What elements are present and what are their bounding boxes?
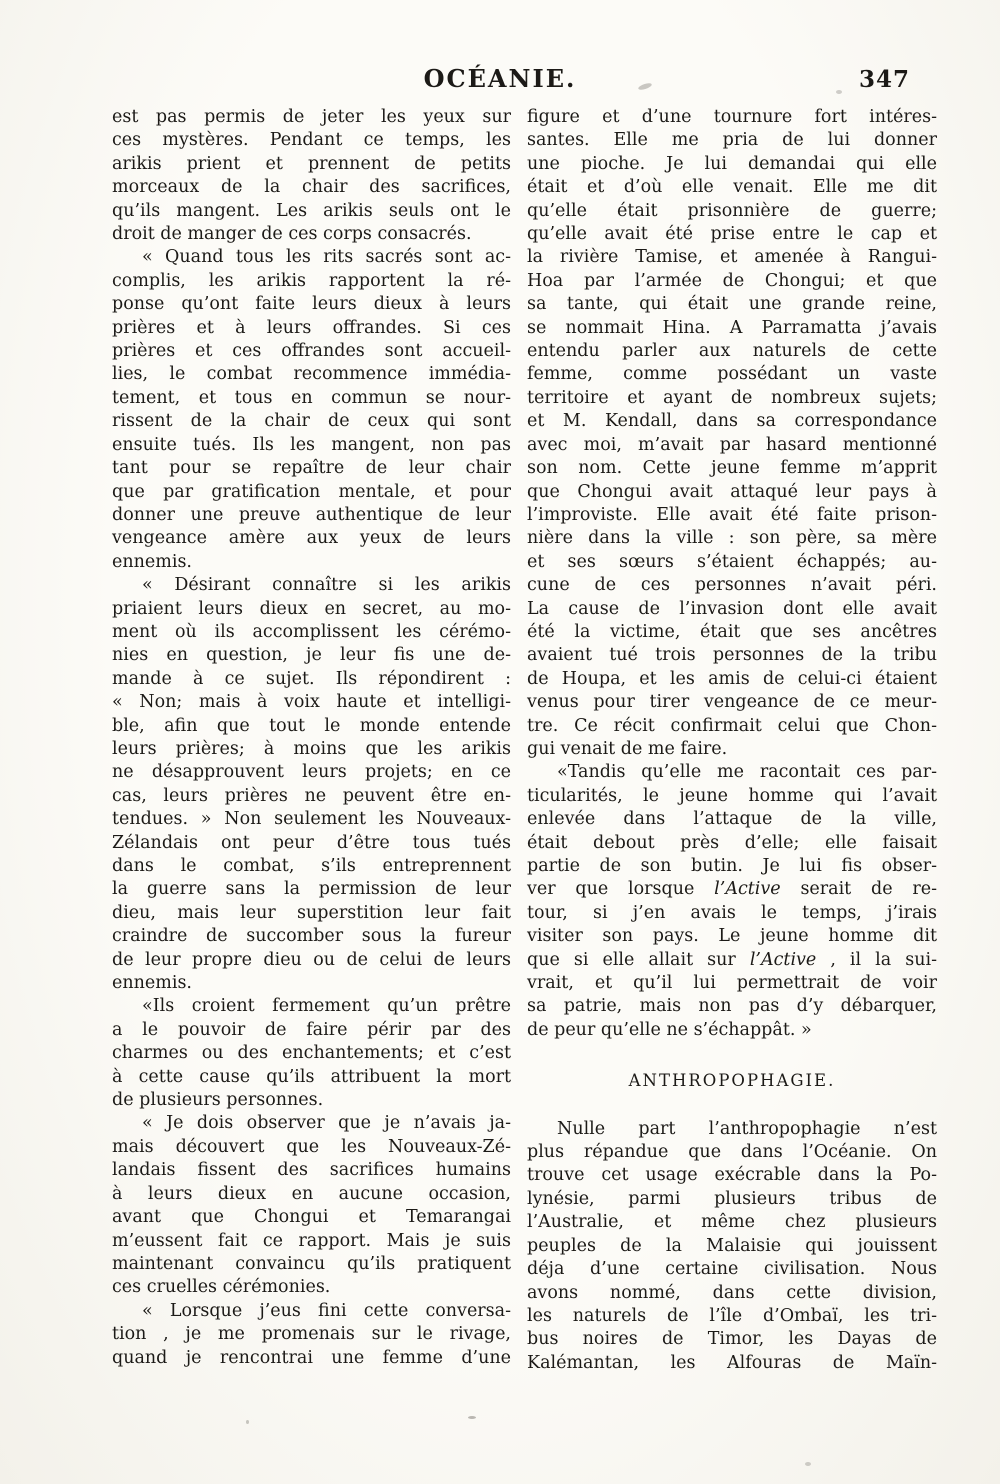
text-line: arikis prient et prennent de petits [112, 153, 511, 174]
text-line: Kalémantan, les Alfouras de Maïn- [527, 1352, 937, 1373]
text-line: La cause de l’invasion dont elle avait [527, 598, 937, 619]
text-line: Hoa par l’armée de Chongui; et que [527, 270, 937, 291]
text-line: santes. Elle me pria de lui donner [527, 130, 937, 151]
text-line: plus répandue que dans l’Océanie. On [527, 1142, 937, 1163]
text-line: leurs prières; à moins que les arikis [112, 738, 511, 759]
page-title: OCÉANIE. [423, 64, 577, 93]
text-line: cas, leurs prières ne peuvent être en- [112, 785, 511, 806]
text-line: à cette cause qu’ils attribuent la mort [112, 1066, 511, 1087]
text-line: de plusieurs personnes. [112, 1090, 324, 1111]
text-line: sa patrie, mais non pas d’y débarquer, [527, 996, 937, 1017]
text-line: « Lorsque j’eus fini cette conversa- [142, 1300, 511, 1321]
text-line: venus pour tirer vengeance de ce meur- [527, 692, 937, 713]
text-line: donner une preuve authentique de leur [112, 504, 511, 525]
text-line: ponse qu’ont faite leurs dieux à leurs [112, 294, 511, 315]
text-line: tendues. » Non seulement les Nouveaux- [112, 809, 511, 830]
text-line: trouve cet usage exécrable dans la Po- [527, 1165, 937, 1186]
text-line: était debout près d’elle; elle faisait [527, 832, 937, 853]
text-line: figure et d’une tournure fort intéres- [527, 107, 937, 127]
scan-artifact [468, 1416, 476, 1419]
text-line: que par gratification mentale, et pour [112, 481, 511, 502]
text-line: tre. Ce récit confirmait celui que Chon- [527, 715, 937, 736]
text-line: charmes ou des enchantements; et c’est [112, 1043, 511, 1064]
text-line: « Je dois observer que je n’avais ja- [142, 1113, 511, 1134]
text-line: les naturels de l’île d’Ombaï, les tri- [527, 1305, 937, 1326]
text-line: enlevée dans l’attaque de la ville, [527, 809, 937, 830]
text-line: qu’ils mangent. Les arikis seuls ont le [112, 200, 511, 221]
text-line: son nom. Cette jeune femme m’apprit [527, 458, 937, 479]
text-line: ver que lorsque l’Active serait de re- [527, 879, 937, 900]
text-line: nies en question, je leur fis une de- [112, 645, 511, 666]
text-line: été la victime, était que ses ancêtres [527, 621, 937, 642]
text-line: de peur qu’elle ne s’échappât. » [527, 1019, 812, 1040]
text-line: tement, et tous en commun se nour- [112, 387, 511, 408]
text-line: peuples de la Malaisie qui jouissent [527, 1235, 937, 1256]
text-line: visiter son pays. Le jeune homme dit [527, 926, 937, 947]
text-line: maintenant convaincu qu’ils pratiquent [112, 1253, 511, 1274]
text-line: une pioche. Je lui demandai qui elle [527, 153, 937, 174]
text-line: nière dans la ville : son père, sa mère [527, 528, 937, 549]
paragraph [527, 1118, 937, 1375]
text-line: que si elle allait sur l’Active , il la sui- [527, 949, 937, 970]
text-line: dieu, mais leur superstition leur fait [112, 902, 511, 923]
text-line: «Tandis qu’elle me racontait ces par- [557, 762, 937, 783]
text-line: l’improviste. Elle avait été faite prison- [527, 504, 937, 525]
text-line: la guerre sans la permission de leur [112, 879, 511, 900]
scan-artifact [246, 1420, 249, 1424]
text-line: ces cruelles cérémonies. [112, 1277, 331, 1298]
text-line: qu’elle était prisonnière de guerre; [527, 200, 937, 221]
text-line: ennemis. [112, 973, 192, 994]
scan-artifact [805, 1462, 811, 1466]
text-line: avant que Chongui et Temarangai [112, 1207, 511, 1228]
text-line: se nommait Hina. A Parramatta j’avais [527, 317, 937, 338]
paragraph [112, 574, 511, 995]
text-line: est pas permis de jeter les yeux sur [112, 107, 511, 127]
paragraph [527, 761, 937, 1042]
text-line: de leur propre dieu ou de celui de leurs [112, 949, 511, 970]
text-line: à leurs dieux en aucune occasion, [112, 1183, 511, 1204]
text-line: ment où ils accomplissent les cérémo- [112, 621, 511, 642]
text-line: lies, le combat recommence immédia- [112, 364, 511, 385]
text-line: l’Australie, et même chez plusieurs [527, 1212, 937, 1233]
text-line: ne désapprouvent leurs projets; en ce [112, 762, 511, 783]
paragraph [112, 106, 511, 246]
text-line: vrait, et qu’il lui permettrait de voir [527, 973, 937, 994]
text-line: m’eussent fait ce rapport. Mais je suis [112, 1230, 511, 1251]
text-line: tant pour se repaître de leur chair [112, 458, 511, 479]
paragraph [112, 246, 511, 574]
text-line: complis, les arikis rapportent la ré- [112, 270, 511, 291]
text-line: était et d’où elle venait. Elle me dit [527, 177, 937, 198]
text-line: morceaux de la chair des sacrifices, [112, 177, 511, 198]
text-line: cune de ces personnes n’avait péri. [527, 575, 937, 596]
paragraph [112, 1300, 511, 1370]
right-text-column [527, 106, 937, 1375]
page-number: 347 [858, 66, 910, 93]
text-line: partie de son butin. Je lui fis obser- [527, 856, 937, 876]
text-line: avec moi, m’avait par hasard mentionné [527, 434, 937, 455]
section-heading: ANTHROPOPHAGIE. [628, 1071, 836, 1091]
paragraph [112, 995, 511, 1112]
text-line: avaient tué trois personnes de la tribu [527, 645, 937, 666]
text-line: que Chongui avait attaqué leur pays à [527, 481, 937, 502]
text-line: prières et ces offrandes sont accueil- [112, 341, 511, 362]
text-line: territoire et ayant de nombreux sujets; [527, 387, 937, 408]
text-line: « Désirant connaître si les arikis [142, 575, 511, 596]
text-line: «Ils croient fermement qu’un prêtre [142, 996, 511, 1017]
text-line: ennemis. [112, 551, 192, 572]
text-line: rissent de la chair de ceux qui sont [112, 411, 511, 432]
text-line: mais découvert que les Nouveaux-Zé- [112, 1136, 511, 1157]
text-line: « Quand tous les rits sacrés sont ac- [142, 247, 511, 268]
text-line: femme, comme possédant un vaste [527, 364, 937, 385]
text-line: ticularités, le jeune homme qui l’avait [527, 785, 937, 806]
text-line: tour, si j’en avais le temps, j’irais [527, 902, 937, 923]
text-line: ces mystères. Pendant ce temps, les [112, 130, 511, 151]
text-line: ble, afin que tout le monde entende [112, 715, 511, 736]
text-line: déja d’une certaine civilisation. Nous [527, 1259, 937, 1280]
left-text-column [112, 106, 511, 1370]
text-line: priaient leurs dieux en secret, au mo- [112, 598, 511, 619]
text-line: droit de manger de ces corps consacrés. [112, 224, 472, 245]
text-line: entendu parler aux naturels de cette [527, 341, 937, 362]
text-line: sa tante, qui était une grande reine, [527, 294, 937, 315]
ship-name-italic: l’Active [749, 949, 817, 970]
text-line: dans le combat, s’ils entreprennent [112, 856, 511, 876]
text-line: la rivière Tamise, et amenée à Rangui- [527, 247, 937, 268]
text-line: et M. Kendall, dans sa correspondance [527, 411, 937, 432]
text-line: mande à ce sujet. Ils répondirent : [112, 668, 511, 689]
text-line: vengeance amère aux yeux de leurs [112, 528, 511, 549]
text-line: quand je rencontrai une femme d’une [112, 1347, 511, 1368]
text-line: ensuite tués. Ils les mangent, non pas [112, 434, 511, 455]
text-line: bus noires de Timor, les Dayas de [527, 1329, 937, 1350]
text-line: avons nommé, dans cette division, [527, 1282, 937, 1303]
text-line: prières et à leurs offrandes. Si ces [112, 317, 511, 338]
paragraph [527, 106, 937, 761]
text-line: et ses sœurs s’étaient échappés; au- [527, 551, 937, 572]
text-line: Zélandais ont peur d’être tous tués [112, 832, 511, 853]
text-line: landais fissent des sacrifices humains [112, 1160, 511, 1181]
ship-name-italic: l’Active [714, 879, 781, 900]
paragraph [112, 1112, 511, 1299]
text-line: lynésie, parmi plusieurs tribus de [527, 1188, 937, 1209]
text-line: Nulle part l’anthropophagie n’est [557, 1118, 937, 1139]
text-line: qu’elle avait été prise entre le cap et [527, 224, 937, 245]
text-line: de Houpa, et les amis de celui-ci étaient [527, 668, 937, 689]
text-line: a le pouvoir de faire périr par des [112, 1019, 511, 1040]
text-line: craindre de succomber sous la fureur [112, 926, 511, 947]
text-line: tion , je me promenais sur le rivage, [112, 1324, 511, 1345]
text-line: « Non; mais à voix haute et intelligi- [112, 692, 511, 713]
text-line: gui venait de me faire. [527, 738, 728, 759]
scan-artifact [836, 90, 842, 94]
